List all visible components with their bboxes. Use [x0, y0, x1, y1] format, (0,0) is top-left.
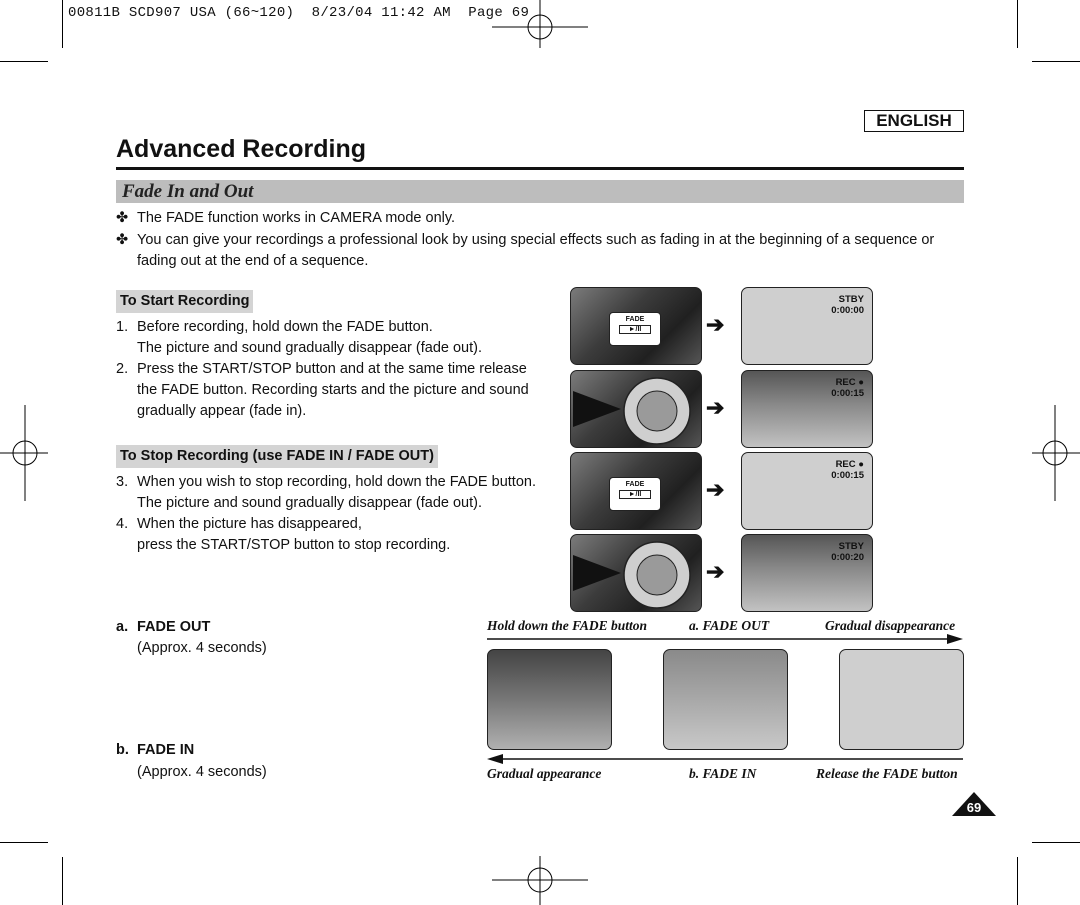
step-text: Press the START/STOP button and at the same time release: [137, 361, 527, 377]
camcorder-start-stop-illustration: [570, 534, 702, 612]
timeline-caption: Hold down the FADE button: [487, 618, 648, 633]
lcd-status: REC ●: [835, 377, 864, 388]
step-text: When you wish to stop recording, hold down the FADE button.: [137, 474, 536, 490]
bullet-icon: ✤: [116, 210, 129, 226]
step-number: 2.: [116, 361, 129, 377]
step-number: 4.: [116, 516, 129, 532]
fade-frame-partial: [663, 649, 788, 750]
fade-button: [609, 312, 661, 346]
step-text: The picture and sound gradually disappear (fade out).: [137, 495, 482, 511]
fade-button-label: FADE: [625, 481, 645, 488]
lcd-time: 0:00:00: [831, 305, 864, 316]
page-number-badge: [952, 792, 996, 816]
timeline-caption: b. FADE IN: [689, 766, 757, 781]
fade-out-arrow: [487, 632, 965, 646]
step-text: press the START/STOP button to stop recording.: [137, 537, 451, 553]
language-tag: ENGLISH: [864, 110, 964, 132]
page-title: Advanced Recording: [116, 135, 367, 163]
timeline-caption: Release the FADE button: [816, 766, 958, 781]
step-number: 3.: [116, 474, 129, 490]
right-arrow-icon: ➔: [706, 559, 725, 584]
print-header-line: 00811B SCD907 USA (66~120) 8/23/04 11:42 AM Page 69: [68, 5, 530, 21]
fade-button-label: FADE: [625, 316, 645, 323]
step-text: Before recording, hold down the FADE button.: [137, 319, 433, 335]
lcd-time: 0:00:15: [831, 470, 864, 481]
step-text: The picture and sound gradually disappear (fade out).: [137, 340, 482, 356]
lcd-status: STBY: [838, 541, 864, 552]
right-arrow-icon: ➔: [706, 312, 725, 337]
fade-out-duration: (Approx. 4 seconds): [137, 640, 267, 656]
camcorder-start-stop-illustration: [570, 370, 702, 448]
fade-frame-full: [487, 649, 612, 750]
fade-out-label: FADE OUT: [137, 619, 211, 635]
section-title: Fade In and Out: [122, 181, 254, 202]
fade-out-letter: a.: [116, 619, 129, 635]
play-pause-icon: ►/II: [619, 325, 651, 334]
start-recording-heading: To Start Recording: [116, 290, 253, 313]
bullet-text: You can give your recordings a professional look by using special effects such as fading in at the beginning of a sequence or: [137, 232, 935, 248]
start-stop-button-icon: [571, 535, 701, 611]
lcd-screen-photo: [741, 370, 873, 448]
lcd-status: REC ●: [835, 459, 864, 470]
timeline-caption: Gradual appearance: [487, 766, 602, 781]
title-rule: [116, 167, 964, 170]
step-text: gradually appear (fade in).: [137, 403, 307, 419]
fade-in-arrow: [487, 752, 965, 766]
bullet-icon: ✤: [116, 232, 129, 248]
play-pause-icon: ►/II: [619, 490, 651, 499]
camcorder-fade-button-illustration: [570, 287, 702, 365]
fade-in-letter: b.: [116, 742, 129, 758]
bullet-text: The FADE function works in CAMERA mode only.: [137, 210, 456, 226]
start-stop-button-icon: [571, 371, 701, 447]
lcd-screen: [741, 452, 873, 530]
timeline-caption: a. FADE OUT: [689, 618, 770, 633]
stop-recording-heading: To Stop Recording (use FADE IN / FADE OUT): [116, 445, 438, 468]
fade-in-label: FADE IN: [137, 742, 195, 758]
right-arrow-icon: ➔: [706, 395, 725, 420]
fade-button: [609, 477, 661, 511]
page-number: 69: [966, 800, 982, 815]
timeline-caption: Gradual disappearance: [825, 618, 956, 633]
lcd-time: 0:00:20: [831, 552, 864, 563]
fade-in-duration: (Approx. 4 seconds): [137, 764, 267, 780]
camcorder-fade-button-illustration: [570, 452, 702, 530]
step-number: 1.: [116, 319, 129, 335]
step-text: When the picture has disappeared,: [137, 516, 362, 532]
lcd-screen: [741, 287, 873, 365]
lcd-status: STBY: [838, 294, 864, 305]
lcd-screen-photo: [741, 534, 873, 612]
lcd-time: 0:00:15: [831, 388, 864, 399]
right-arrow-icon: ➔: [706, 477, 725, 502]
bullet-text-continued: fading out at the end of a sequence.: [137, 253, 369, 269]
step-text: the FADE button. Recording starts and the picture and sound: [137, 382, 529, 398]
fade-frame-blank: [839, 649, 964, 750]
